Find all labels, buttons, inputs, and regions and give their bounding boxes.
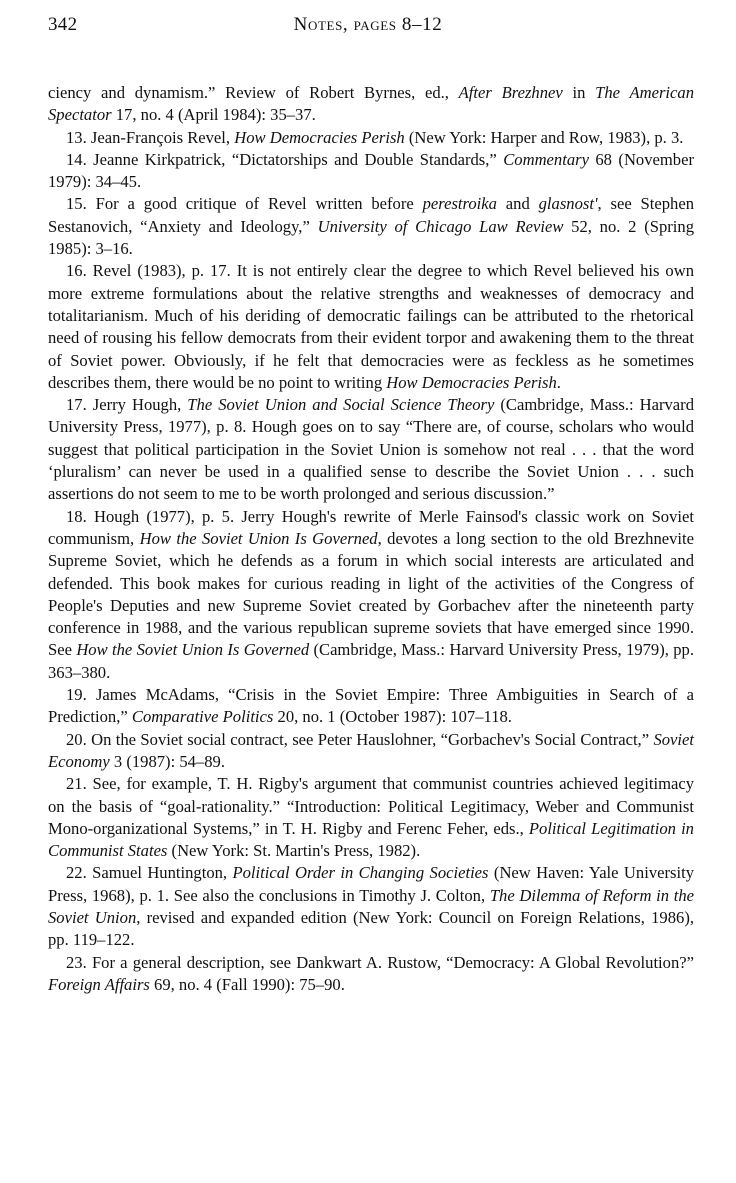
note-text: Jeanne Kirkpatrick, “Dictatorships and Double Standards,” xyxy=(86,149,504,169)
notes-list xyxy=(48,82,694,996)
note-text: and xyxy=(496,194,539,214)
note-title-italic: After Brezhnev xyxy=(458,83,563,102)
note-title-italic: glasnost' xyxy=(538,194,598,214)
note-text: 68 (November 1979): 34–45. xyxy=(48,149,694,192)
note-title-italic: How the Soviet Union Is Governed xyxy=(139,528,378,548)
note-number: 19. xyxy=(66,685,87,705)
note-text: ciency and dynamism.” Review of Robert Byrnes, ed., xyxy=(48,83,459,102)
note xyxy=(48,127,694,149)
note-text: (New York: St. Martin's Press, 1982). xyxy=(167,841,421,861)
note-number: 17. xyxy=(66,395,87,415)
note xyxy=(48,729,694,774)
note-title-italic: Political Legitimation in Communist States xyxy=(48,818,694,861)
note-text: James McAdams, “Crisis in the Soviet Empire: Three Ambiguities in Search of a Prediction,” xyxy=(48,685,694,727)
note-title-italic: Political Order in Changing Societies xyxy=(232,863,489,883)
note-text: 20, no. 1 (October 1987): 107–118. xyxy=(273,707,512,727)
note-number: 21. xyxy=(66,774,87,794)
note-number: 20. xyxy=(66,729,87,749)
note-text: , revised and expanded edition (New York: Council on Foreign Relations, 1986), pp. 119–122. xyxy=(48,907,694,950)
note-text: Samuel Huntington, xyxy=(86,863,233,883)
note-text: in xyxy=(562,83,596,102)
note-text: 3 (1987): 54–89. xyxy=(109,751,225,771)
note xyxy=(48,684,694,729)
note-number: 16. xyxy=(66,261,87,281)
note-title-italic: The Dilemma of Reform in the Soviet Union xyxy=(48,885,695,927)
note xyxy=(48,260,694,394)
note-number: 23. xyxy=(66,952,87,972)
note-number: 18. xyxy=(66,506,87,526)
note-text: Jerry Hough, xyxy=(86,395,188,415)
note-title-italic: How Democracies Perish xyxy=(386,372,557,392)
note-text: 69, no. 4 (Fall 1990): 75–90. xyxy=(149,974,345,994)
note-text: See, for example, T. H. Rigby's argument that communist countries achieved legitimacy on the basis of “goal-rationality.” “Introduction: Political Legitimacy, Weber and Communist Mono-organizational Systems,” in T. H. Rigby and Ferenc Feher, eds., xyxy=(48,774,694,838)
note-number: 13. xyxy=(66,127,87,147)
note-text: , devotes a long section to the old Brezhnevite Supreme Soviet, which he defends as a forum in which social interests are articulated and defended. This book makes for curious reading in light of the activities of the Congress of People's Deputies and new Supreme Soviet created by Gorbachev after the nineteenth party conference in 1988, and the various republican supreme soviets that have emerged since 1990. See xyxy=(48,528,694,660)
note xyxy=(48,506,694,684)
note-text: , see Stephen Sestanovich, “Anxiety and Ideology,” xyxy=(48,194,694,236)
note-text: On the Soviet social contract, see Peter Hauslohner, “Gorbachev's Social Contract,” xyxy=(86,729,654,749)
note-number: 15. xyxy=(66,194,87,214)
note-text: (Cambridge, Mass.: Harvard University Press, 1977), p. 8. Hough goes on to say “There are, of course, scholars who would suggest that political participation in the Soviet Union is somehow not real . . . that the word ‘pluralism’ can never be used in a qualified sense to describe the Soviet Union . . . such assertions do not seem to me to be worth prolonged and serious discussion.” xyxy=(48,395,694,504)
note-text: 17, no. 4 (April 1984): 35–37. xyxy=(111,105,316,125)
note-title-italic: perestroika xyxy=(422,194,497,214)
note-title-italic: How the Soviet Union Is Governed xyxy=(76,640,310,660)
note-text: 52, no. 2 (Spring 1985): 3–16. xyxy=(48,216,695,259)
note-number: 22. xyxy=(66,863,87,883)
note-text: For a good critique of Revel written before xyxy=(86,194,423,214)
note xyxy=(48,862,694,951)
note-title-italic: Foreign Affairs xyxy=(48,974,150,994)
note-text: For a general description, see Dankwart A. Rustow, “Democracy: A Global Revolution?” xyxy=(86,952,694,972)
note-number: 14. xyxy=(66,149,87,169)
note-text: Hough (1977), p. 5. Jerry Hough's rewrite of Merle Fainsod's classic work on Soviet communism, xyxy=(48,506,694,548)
note-text: Jean-François Revel, xyxy=(86,127,235,147)
note xyxy=(48,773,694,862)
note-title-italic: The Soviet Union and Social Science Theory xyxy=(187,395,495,415)
note-title-italic: Comparative Politics xyxy=(131,707,274,727)
note xyxy=(48,952,694,997)
note-title-italic: Commentary xyxy=(503,149,589,169)
note-text: (New Haven: Yale University Press, 1968), p. 1. See also the conclusions in Timothy J. Colton, xyxy=(48,863,694,905)
note-text: Revel (1983), p. 17. It is not entirely clear the degree to which Revel believed his own more extreme formulations about the relative strengths and weaknesses of democracy and totalitarianism. Much of his deriding of democratic failings can be attributed to the rhetorical need of rousing his fellow democrats from their evident torpor and awakening them to the threat of Soviet power. Obviously, if he felt that democracies were as feckless as he sometimes describes them, there would be no point to writing xyxy=(48,261,694,392)
note xyxy=(48,149,694,194)
note-text: (New York: Harper and Row, 1983), p. 3. xyxy=(404,127,684,147)
note-title-italic: The American Spectator xyxy=(48,83,694,125)
note-title-italic: University of Chicago Law Review xyxy=(317,216,564,236)
note-text: (Cambridge, Mass.: Harvard University Press, 1979), pp. 363–380. xyxy=(48,640,694,682)
page-number: 342 xyxy=(48,14,78,35)
note xyxy=(48,193,694,260)
note-title-italic: Soviet Economy xyxy=(48,729,694,771)
note xyxy=(48,82,694,127)
note xyxy=(48,394,694,505)
page-header xyxy=(0,14,736,40)
running-head: Notes, pages 8–12 xyxy=(293,14,443,35)
note-title-italic: How Democracies Perish xyxy=(234,127,405,147)
note-text: . xyxy=(556,372,561,392)
